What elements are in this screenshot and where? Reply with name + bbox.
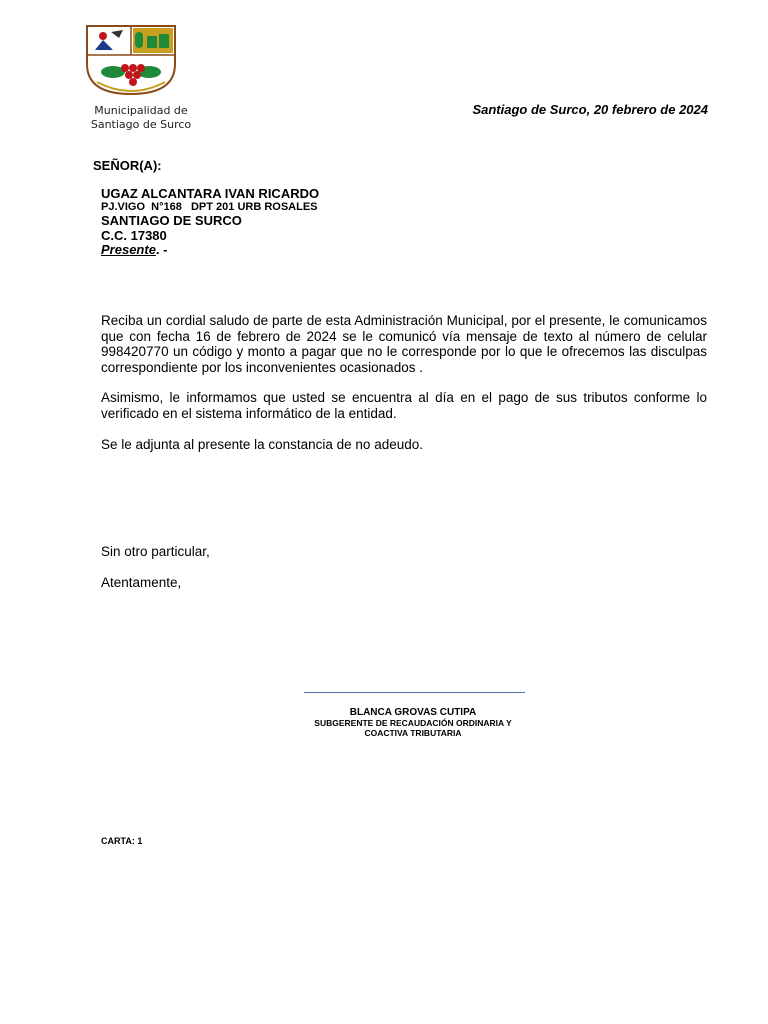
signatory-name: BLANCA GROVAS CUTIPA xyxy=(349,707,477,718)
closing-line-2: Atentamente, xyxy=(101,575,182,590)
municipal-coat-of-arms-icon xyxy=(85,24,177,96)
signature-line xyxy=(304,692,525,693)
letter-number: CARTA: 1 xyxy=(101,836,143,846)
body-paragraph-2: Asimismo, le informamos que usted se encuentra al día en el pago de sus tributos conforme lo verificado en el sistema informático de la entidad. xyxy=(101,390,707,421)
recipient-address: PJ.VIGO N°168 DPT 201 URB ROSALES xyxy=(101,201,318,213)
recipient-cc: C.C. 17380 xyxy=(101,228,167,243)
presente-suffix: . - xyxy=(155,242,168,257)
presente-line xyxy=(101,242,167,257)
signatory-title-line2: COACTIVA TRIBUTARIA xyxy=(364,728,462,738)
org-name-line2: Santiago de Surco xyxy=(90,118,192,131)
body-paragraph-3: Se le adjunta al presente la constancia de no adeudo. xyxy=(101,437,423,452)
presente-word: Presente xyxy=(101,242,156,257)
letter-date: Santiago de Surco, 20 febrero de 2024 xyxy=(472,102,708,117)
org-name-line1: Municipalidad de xyxy=(94,104,188,117)
closing-line-1: Sin otro particular, xyxy=(101,544,210,559)
recipient-district: SANTIAGO DE SURCO xyxy=(101,213,242,228)
signatory-title-line1: SUBGERENTE DE RECAUDACIÓN ORDINARIA Y xyxy=(314,718,512,728)
salutation: SEÑOR(A): xyxy=(93,158,162,173)
recipient-name: UGAZ ALCANTARA IVAN RICARDO xyxy=(101,186,320,201)
body-paragraph-1: Reciba un cordial saludo de parte de esta Administración Municipal, por el presente, le comunicamos que con fecha 16 de febrero de 2024 se le comunicó vía mensaje de texto al número de celular 998420770 un código y monto a pagar que no le corresponde por lo que le ofrecemos las disculpas correspondiente por los inconvenientes ocasionados . xyxy=(101,313,707,375)
